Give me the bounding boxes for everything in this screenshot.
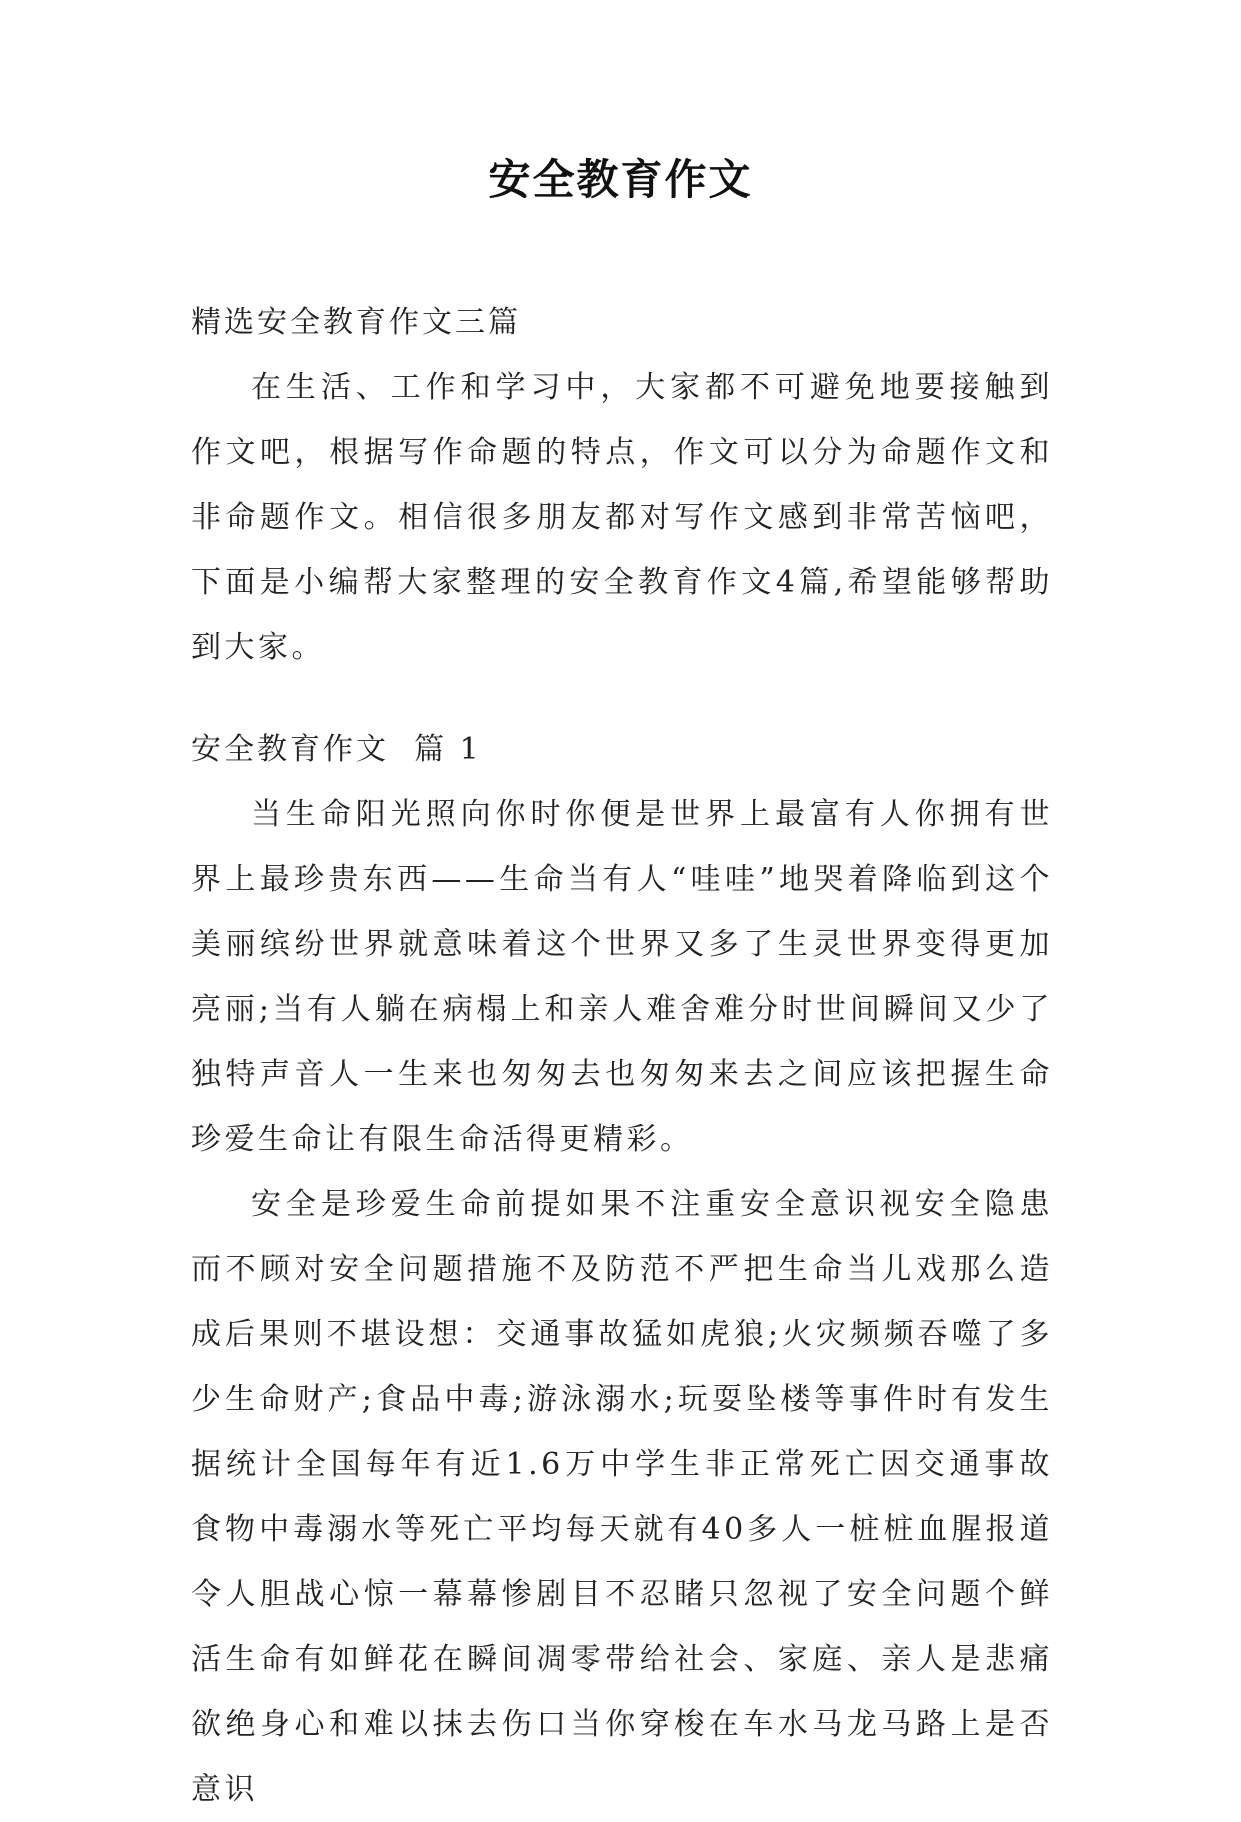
- document-title: 安全教育作文: [488, 155, 753, 204]
- document-body: [191, 290, 1053, 1822]
- section-spacer: [191, 680, 1053, 717]
- section1-paragraph-1: 当生命阳光照向你时你便是世界上最富有人你拥有世界上最珍贵东西——生命当有人“哇哇”地哭着降临到这个美丽缤纷世界就意味着这个世界又多了生灵世界变得更加亮丽;当有人躺在病榻上和亲人难舍难分时世间瞬间又少了独特声音人一生来也匆匆去也匆匆来去之间应该把握生命珍爱生命让有限生命活得更精彩。: [191, 797, 1053, 1157]
- section-heading-1: 安全教育作文 篇 1: [191, 732, 482, 767]
- intro-paragraph: 在生活、工作和学习中，大家都不可避免地要接触到作文吧，根据写作命题的特点，作文可以分为命题作文和非命题作文。相信很多朋友都对写作文感到非常苦恼吧，下面是小编帮大家整理的安全教育作文4篇,希望能够帮助到大家。: [191, 370, 1053, 665]
- section1-paragraph-2: 安全是珍爱生命前提如果不注重安全意识视安全隐患而不顾对安全问题措施不及防范不严把生命当儿戏那么造成后果则不堪设想：交通事故猛如虎狼;火灾频频吞噬了多少生命财产;食品中毒;游泳溺水;玩耍坠楼等事件时有发生据统计全国每年有近1.6万中学生非正常死亡因交通事故食物中毒溺水等死亡平均每天就有40多人一桩桩血腥报道令人胆战心惊一幕幕惨剧目不忍睹只忽视了安全问题个鲜活生命有如鲜花在瞬间凋零带给社会、家庭、亲人是悲痛欲绝身心和难以抹去伤口当你穿梭在车水马龙马路上是否意识: [191, 1187, 1053, 1807]
- collection-subtitle: 精选安全教育作文三篇: [191, 305, 521, 340]
